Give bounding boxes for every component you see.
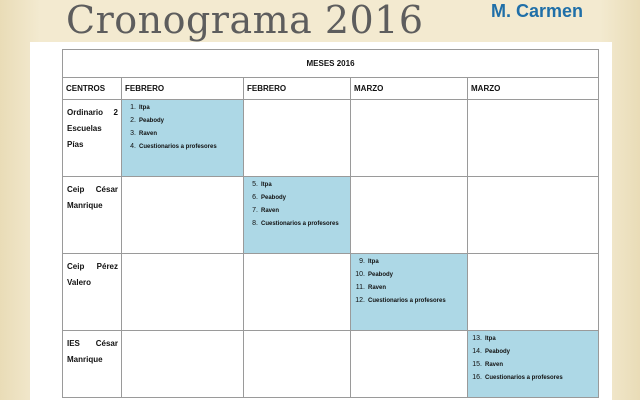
table-row (63, 177, 599, 254)
header-month-2: FEBRERO (244, 78, 351, 100)
list-item: 10. Peabody (355, 271, 394, 278)
table-row (63, 331, 599, 398)
task-cell (351, 254, 468, 331)
list-item: 4. Cuestionarios a profesores (130, 143, 217, 150)
list-item: 11. Raven (355, 284, 387, 291)
task-cell (468, 331, 599, 398)
centro-cell: Ceip Pérez Valero (63, 254, 122, 331)
empty-cell (351, 177, 468, 254)
table-row (63, 254, 599, 331)
empty-cell (122, 331, 244, 398)
header-month-4: MARZO (468, 78, 599, 100)
centro-cell: IES César Manrique (63, 331, 122, 398)
empty-cell (468, 100, 599, 177)
list-item: 12. Cuestionarios a profesores (355, 297, 446, 304)
list-item: 9. Itpa (359, 258, 379, 265)
header-month-3: MARZO (351, 78, 468, 100)
empty-cell (468, 254, 599, 331)
task-list (351, 258, 467, 305)
task-cell (122, 100, 244, 177)
header-month-1: FEBRERO (122, 78, 244, 100)
table-row (63, 100, 599, 177)
list-item: 14. Peabody (472, 348, 511, 355)
list-item: 15. Raven (472, 361, 504, 368)
empty-cell (351, 331, 468, 398)
months-group-header: MESES 2016 (63, 50, 599, 78)
list-item: 8. Cuestionarios a profesores (252, 220, 339, 227)
empty-cell (122, 254, 244, 331)
schedule-table (62, 49, 599, 398)
author-label: M. Carmen (491, 1, 584, 21)
list-item: 6. Peabody (252, 194, 287, 201)
task-cell (244, 177, 351, 254)
task-list (122, 104, 243, 151)
list-item: 7. Raven (252, 207, 280, 214)
centro-cell: Ceip César Manrique (63, 177, 122, 254)
list-item: 1. Itpa (130, 104, 150, 111)
empty-cell (122, 177, 244, 254)
header-centros: CENTROS (63, 78, 122, 100)
empty-cell (244, 331, 351, 398)
task-list (244, 181, 350, 228)
empty-cell (351, 100, 468, 177)
list-item: 5. Itpa (252, 181, 272, 188)
empty-cell (468, 177, 599, 254)
list-item: 16. Cuestionarios a profesores (472, 374, 563, 381)
task-list (468, 335, 598, 382)
centro-cell: Ordinario 2 Escuelas Pías (63, 100, 122, 177)
list-item: 13. Itpa (472, 335, 496, 342)
empty-cell (244, 100, 351, 177)
empty-cell (244, 254, 351, 331)
header-row (63, 78, 599, 100)
slide-title: Cronograma 2016 (66, 0, 424, 42)
list-item: 3. Raven (130, 130, 158, 137)
list-item: 2. Peabody (130, 117, 165, 124)
